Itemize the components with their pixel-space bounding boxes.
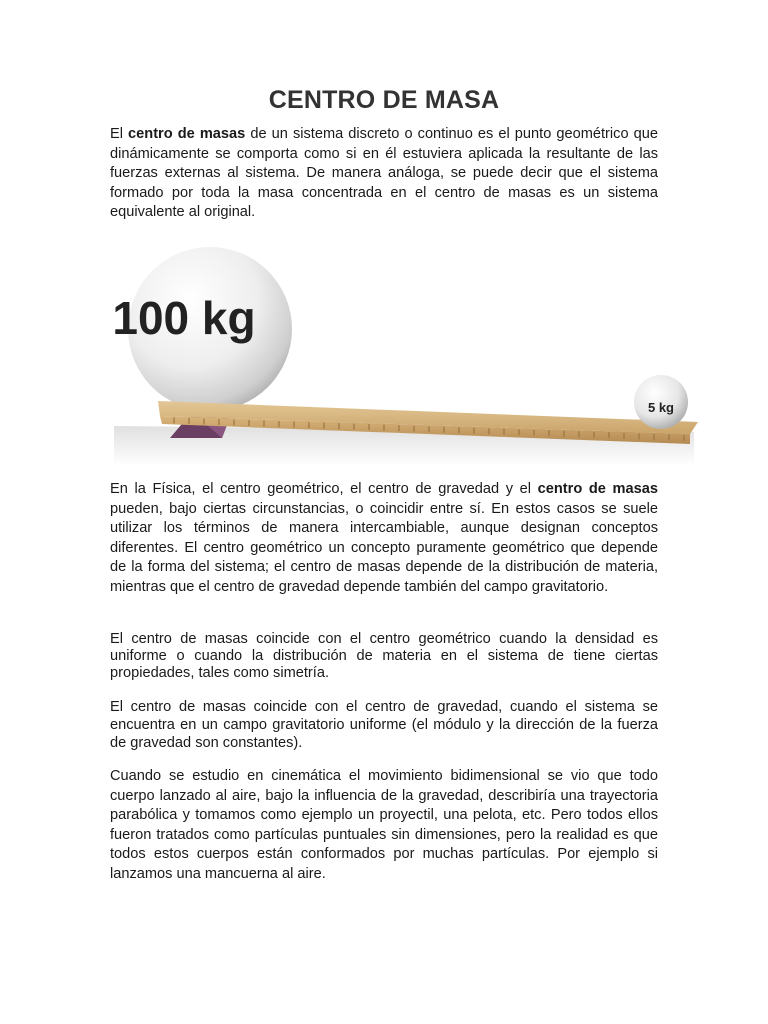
page-title: CENTRO DE MASA xyxy=(268,86,500,114)
paragraph-kinematics: Cuando se estudio en cinemática el movimiento bidimensional se vio que todo cuerpo lanzado al aire, bajo la influencia de la gravedad, describiría una trayectoria parabólica y tomamos como ejemplo un proyectil, una pelota, etc. Pero todos ellos fueron tratados como partículas puntuales sin dimensiones, pero la realidad es que todos estos cuerpos están conformados por muchas partículas. Por ejemplo si lanzamos una mancuerna al aire. xyxy=(110,768,658,882)
paragraph-text: El xyxy=(110,126,129,142)
paragraph-definition xyxy=(110,125,658,223)
paragraph-text: En la Física, el centro geométrico, el centro de gravedad y el xyxy=(110,481,538,497)
paragraph-geometric-center: El centro de masas coincide con el centro geométrico cuando la densidad es uniforme o cuando la distribución de materia en el sistema de tiene ciertas propiedades, tales como simetría. xyxy=(110,631,658,681)
light-ball-label: 5 kg xyxy=(647,400,675,415)
bold-term: centro de masas xyxy=(537,481,659,497)
paragraph-gravity-center: El centro de masas coincide con el centro de gravedad, cuando el sistema se encuentra en un campo gravitatorio uniforme (el módulo y la dirección de la fuerza de gravedad son constantes). xyxy=(110,699,658,752)
bold-term: centro de masas xyxy=(128,126,246,142)
heavy-ball-label: 100 kg xyxy=(112,292,256,344)
paragraph-text: pueden, bajo ciertas circunstancias, o coincidir entre sí. En estos casos se suele utilizar los términos de manera intercambiable, aunque designan conceptos diferentes. El centro geométrico un concepto puramente geométrico que depende de la forma del sistema; el centro de masas depende de la distribución de materia, mientras que el centro de gravedad depende también del campo gravitatorio. xyxy=(110,500,658,595)
seesaw-illustration xyxy=(104,226,704,480)
paragraph-comparison xyxy=(110,480,658,598)
paragraph-text: de un sistema discreto o continuo es el punto geométrico que dinámicamente se comporta como si en él estuviera aplicada la resultante de las fuerzas externas al sistema. De manera análoga, se puede decir que el sistema formado por toda la masa concentrada en el centro de masas es un sistema equivalente al original. xyxy=(110,126,658,221)
